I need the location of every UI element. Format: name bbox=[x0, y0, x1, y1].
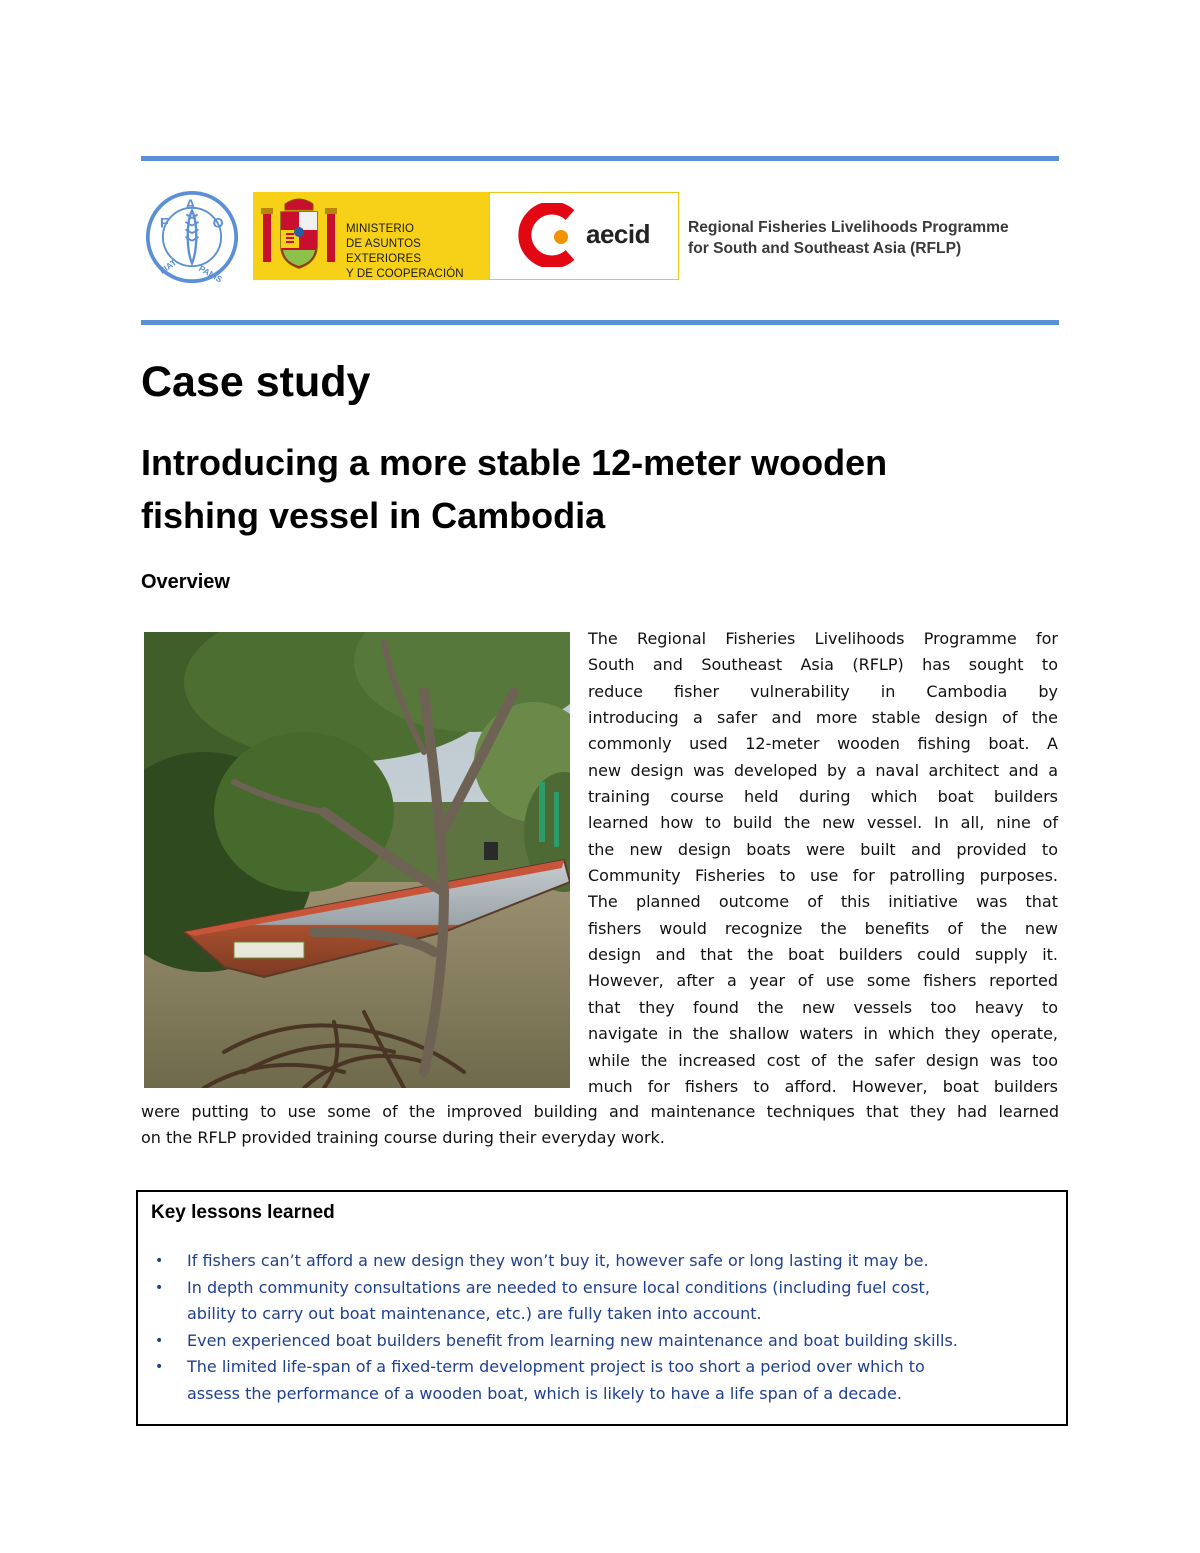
lesson-line: If fishers can’t afford a new design they won’t buy it, however safe or long lasting it may be. bbox=[187, 1251, 929, 1270]
programme-title bbox=[688, 217, 1068, 259]
aecid-wordmark: aecid bbox=[586, 219, 650, 249]
overview-paragraph-wrapped bbox=[588, 626, 1058, 1100]
key-lessons-list bbox=[151, 1248, 1051, 1407]
list-item bbox=[151, 1354, 1051, 1407]
aecid-logo-icon bbox=[518, 203, 582, 267]
lesson-line: In depth community consultations are needed to ensure local conditions (including fuel cost, bbox=[187, 1277, 930, 1297]
overview-line: were putting to use some of the improved building and maintenance techniques that they had learned bbox=[141, 1102, 1059, 1121]
header-top-rule bbox=[141, 156, 1059, 161]
overview-line: commonly used 12-meter wooden fishing boat. A bbox=[588, 734, 1058, 754]
overview-line: reduce fisher vulnerability in Cambodia by bbox=[588, 681, 1058, 701]
bullet-icon: • bbox=[155, 1279, 164, 1296]
spain-coat-of-arms-icon bbox=[259, 194, 339, 278]
list-item bbox=[151, 1248, 1051, 1275]
bullet-icon: • bbox=[155, 1359, 164, 1375]
overview-line: navigate in the shallow waters in which they operate, bbox=[588, 1024, 1058, 1044]
overview-line: The Regional Fisheries Livelihoods Programme for bbox=[588, 629, 1058, 648]
overview-line: South and Southeast Asia (RFLP) has sought to bbox=[588, 655, 1058, 675]
spain-ministry-line: MINISTERIO bbox=[346, 223, 415, 235]
overview-paragraph-continued bbox=[141, 1099, 1059, 1152]
programme-title-line: Regional Fisheries Livelihoods Programme bbox=[688, 219, 1009, 236]
bullet-icon: • bbox=[155, 1332, 164, 1349]
bullet-icon: • bbox=[155, 1253, 164, 1269]
overview-line: on the RFLP provided training course during their everyday work. bbox=[141, 1128, 665, 1148]
header-bottom-rule bbox=[141, 320, 1059, 325]
programme-title-line: for South and Southeast Asia (RFLP) bbox=[688, 240, 962, 257]
spain-ministry-line: DE ASUNTOS EXTERIORES bbox=[346, 238, 422, 265]
document-title-line: Introducing a more stable 12-meter wooden bbox=[141, 442, 888, 483]
lesson-line: The limited life-span of a fixed-term development project is too short a period over which to bbox=[187, 1357, 925, 1376]
svg-text:PANIS: PANIS bbox=[197, 263, 225, 284]
document-title bbox=[141, 436, 1041, 542]
svg-text:O: O bbox=[212, 214, 224, 231]
boat-in-mangroves-photo bbox=[144, 632, 570, 1088]
overview-line: training course held during which boat builders bbox=[588, 787, 1058, 807]
overview-line: new design was developed by a naval architect and a bbox=[588, 760, 1058, 780]
fao-logo-icon bbox=[145, 190, 239, 284]
spain-ministry-line: Y DE COOPERACIÓN bbox=[346, 268, 464, 280]
overview-line: design and that the boat builders could supply it. bbox=[588, 945, 1058, 965]
svg-text:A: A bbox=[185, 195, 196, 212]
spain-ministry-text bbox=[346, 222, 491, 282]
list-item bbox=[151, 1328, 1051, 1355]
overview-line: the new design boats were built and provided to bbox=[588, 839, 1058, 859]
overview-line: much for fishers to afford. However, boat builders bbox=[588, 1076, 1058, 1096]
lesson-line: Even experienced boat builders benefit from learning new maintenance and boat building skills. bbox=[187, 1330, 958, 1350]
overview-line: fishers would recognize the benefits of the new bbox=[588, 918, 1058, 938]
overview-line: Community Fisheries to use for patrolling purposes. bbox=[588, 866, 1058, 886]
overview-line: while the increased cost of the safer design was too bbox=[588, 1050, 1058, 1070]
svg-text:F: F bbox=[160, 214, 169, 231]
document-kicker: Case study bbox=[141, 358, 371, 406]
overview-line: However, after a year of use some fishers reported bbox=[588, 971, 1058, 991]
aecid-logo bbox=[489, 192, 679, 280]
overview-heading: Overview bbox=[141, 571, 230, 593]
svg-text:FIAT: FIAT bbox=[157, 257, 179, 276]
lesson-line: assess the performance of a wooden boat, which is likely to have a life span of a decade. bbox=[187, 1383, 902, 1403]
overview-line: introducing a safer and more stable design of the bbox=[588, 708, 1058, 728]
overview-line: learned how to build the new vessel. In all, nine of bbox=[588, 813, 1058, 833]
list-item bbox=[151, 1275, 1051, 1328]
lesson-line: ability to carry out boat maintenance, etc.) are fully taken into account. bbox=[187, 1304, 762, 1323]
key-lessons-title: Key lessons learned bbox=[151, 1202, 335, 1223]
overview-line: that they found the new vessels too heavy to bbox=[588, 997, 1058, 1017]
overview-line: The planned outcome of this initiative was that bbox=[588, 892, 1058, 912]
document-title-line: fishing vessel in Cambodia bbox=[141, 495, 606, 536]
